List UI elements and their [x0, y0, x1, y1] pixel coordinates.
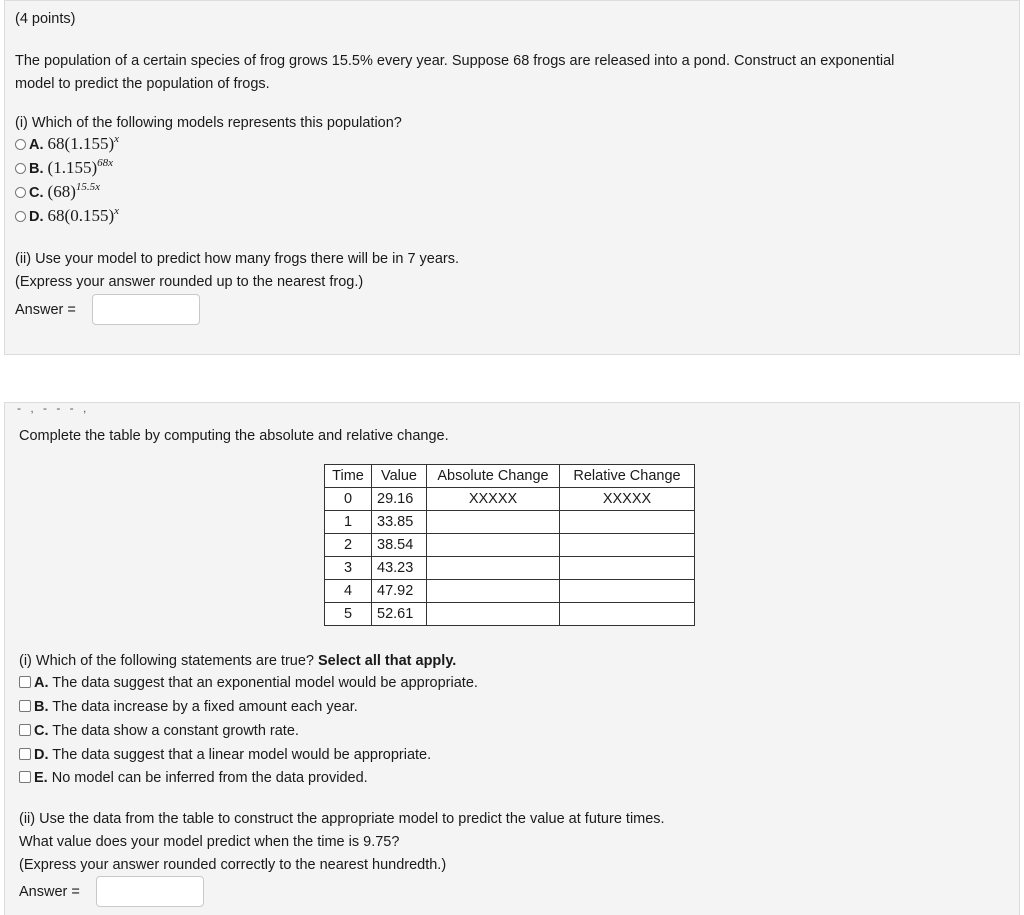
cell-relative-change[interactable] [560, 580, 695, 603]
cell-absolute-change[interactable] [427, 580, 560, 603]
table-header-row [325, 465, 695, 488]
cell-time: 0 [325, 488, 372, 511]
checkbox[interactable] [19, 676, 31, 688]
cell-value: 43.23 [372, 557, 427, 580]
table-row [325, 534, 695, 557]
cell-value: 38.54 [372, 534, 427, 557]
select-all-instruction: Select all that apply. [318, 653, 457, 669]
checkbox[interactable] [19, 724, 31, 736]
cell-relative-change[interactable] [560, 511, 695, 534]
q1-prompt-line1: The population of a certain species of frog grows 15.5% every year. Suppose 68 frogs are released into a pond. Construct an exponential [15, 53, 895, 69]
q2-prompt: Complete the table by computing the absolute and relative change. [19, 428, 449, 444]
q2-answer-input[interactable] [96, 876, 204, 907]
cell-absolute-change: XXXXX [427, 488, 560, 511]
header-relative-change: Relative Change [560, 465, 695, 488]
q1-part-ii-line2: (Express your answer rounded up to the nearest frog.) [15, 274, 364, 290]
option-d-formula: $68(0.155)^x$ [47, 205, 119, 225]
checkbox[interactable] [19, 700, 31, 712]
cell-value: 52.61 [372, 603, 427, 626]
radio-button[interactable] [15, 139, 26, 150]
table-row [325, 580, 695, 603]
q1-option-c[interactable]: C. $(68)^{15.5x}$ [15, 182, 100, 202]
question-1-panel [4, 0, 1020, 355]
option-c-formula: $(68)^{15.5x}$ [47, 181, 100, 201]
header-time: Time [325, 465, 372, 488]
q2-answer-label: Answer = [19, 884, 80, 900]
radio-button[interactable] [15, 187, 26, 198]
cell-relative-change[interactable] [560, 603, 695, 626]
q1-prompt-line2: model to predict the population of frogs. [15, 76, 270, 92]
table-row [325, 488, 695, 511]
cell-value: 33.85 [372, 511, 427, 534]
cell-time: 3 [325, 557, 372, 580]
q2-statement-a[interactable]: A. The data suggest that an exponential model would be appropriate. [19, 675, 478, 691]
q2-statement-e[interactable]: E. No model can be inferred from the data provided. [19, 770, 368, 786]
change-table [324, 464, 695, 626]
cell-time: 5 [325, 603, 372, 626]
q2-statement-d[interactable]: D. The data suggest that a linear model would be appropriate. [19, 747, 431, 763]
cell-absolute-change[interactable] [427, 603, 560, 626]
header-absolute-change: Absolute Change [427, 465, 560, 488]
cell-relative-change[interactable] [560, 534, 695, 557]
q2-statement-c[interactable]: C. The data show a constant growth rate. [19, 723, 299, 739]
q2-points-cut: - , - - - , [17, 401, 90, 415]
q2-statement-b[interactable]: B. The data increase by a fixed amount each year. [19, 699, 358, 715]
checkbox[interactable] [19, 771, 31, 783]
question-2-panel [4, 402, 1020, 915]
radio-button[interactable] [15, 163, 26, 174]
q1-points: (4 points) [15, 11, 76, 27]
q1-answer-input[interactable] [92, 294, 200, 325]
q2-part-i-prompt: (i) Which of the following statements are true? Select all that apply. [19, 653, 457, 669]
cell-absolute-change[interactable] [427, 557, 560, 580]
cell-value: 29.16 [372, 488, 427, 511]
q2-part-ii-line2: What value does your model predict when the time is 9.75? [19, 834, 400, 850]
radio-button[interactable] [15, 211, 26, 222]
table-row [325, 511, 695, 534]
cell-relative-change[interactable] [560, 557, 695, 580]
cell-relative-change: XXXXX [560, 488, 695, 511]
q1-part-i-prompt: (i) Which of the following models represents this population? [15, 115, 402, 131]
table-row [325, 603, 695, 626]
q1-option-b[interactable]: B. $(1.155)^{68x}$ [15, 158, 113, 178]
q2-part-ii-line3: (Express your answer rounded correctly to the nearest hundredth.) [19, 857, 447, 873]
cell-time: 4 [325, 580, 372, 603]
table-row [325, 557, 695, 580]
option-a-formula: $68(1.155)^x$ [47, 133, 119, 153]
q2-part-ii-line1: (ii) Use the data from the table to construct the appropriate model to predict the value at future times. [19, 811, 665, 827]
q1-option-a[interactable]: A. $68(1.155)^x$ [15, 134, 119, 154]
cell-value: 47.92 [372, 580, 427, 603]
cell-absolute-change[interactable] [427, 534, 560, 557]
option-b-formula: $(1.155)^{68x}$ [47, 157, 113, 177]
cell-absolute-change[interactable] [427, 511, 560, 534]
q1-answer-label: Answer = [15, 302, 76, 318]
q1-part-ii-line1: (ii) Use your model to predict how many frogs there will be in 7 years. [15, 251, 460, 267]
q1-option-d[interactable]: D. $68(0.155)^x$ [15, 206, 119, 226]
cell-time: 2 [325, 534, 372, 557]
checkbox[interactable] [19, 748, 31, 760]
header-value: Value [372, 465, 427, 488]
cell-time: 1 [325, 511, 372, 534]
